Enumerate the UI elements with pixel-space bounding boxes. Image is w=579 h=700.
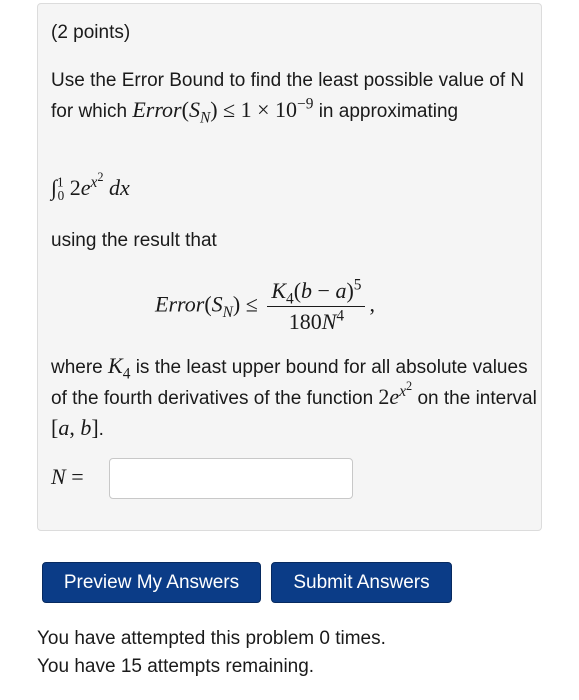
integral-expression: ∫$^1_0$ $2e^{x^2}$ dx <box>51 169 130 204</box>
using-text: using the result that <box>51 230 217 251</box>
interval-expression: [a, b] <box>51 415 99 440</box>
error-formula: $Error(S_N)$ ≤ $\frac{K_4(b - a)^5}{180N^4}$ , <box>155 276 375 334</box>
problem-statement <box>51 66 531 126</box>
answer-label: N = <box>51 464 84 489</box>
submit-answers-button[interactable]: Submit Answers <box>271 562 452 603</box>
intro-after-text: in approximating <box>313 101 459 122</box>
k4-symbol: $K_4$ <box>108 353 131 383</box>
error-fraction: $\frac{K_4(b - a)^5}{180N^4}$ <box>267 278 365 335</box>
answer-input[interactable] <box>109 458 353 499</box>
intro-text: Use the Error Bound to find the least possible value of N for which <box>51 70 525 122</box>
function-expression: $2e^{x^2}$ <box>378 378 413 409</box>
error-bound-condition: $Error(S_N) \le 1 \times 10^{-9}$ <box>132 95 314 127</box>
attempts-made-text: You have attempted this problem 0 times. <box>37 628 386 649</box>
problem-points: (2 points) <box>51 22 131 43</box>
where-statement: where $K_4$ is the least upper bound for all absolute values of the fourth derivatives of the function $2e^{x^2}$ on the interval [a, b]. <box>51 353 537 440</box>
attempts-remaining-text: You have 15 attempts remaining. <box>37 656 315 677</box>
preview-answers-button[interactable]: Preview My Answers <box>42 562 261 603</box>
